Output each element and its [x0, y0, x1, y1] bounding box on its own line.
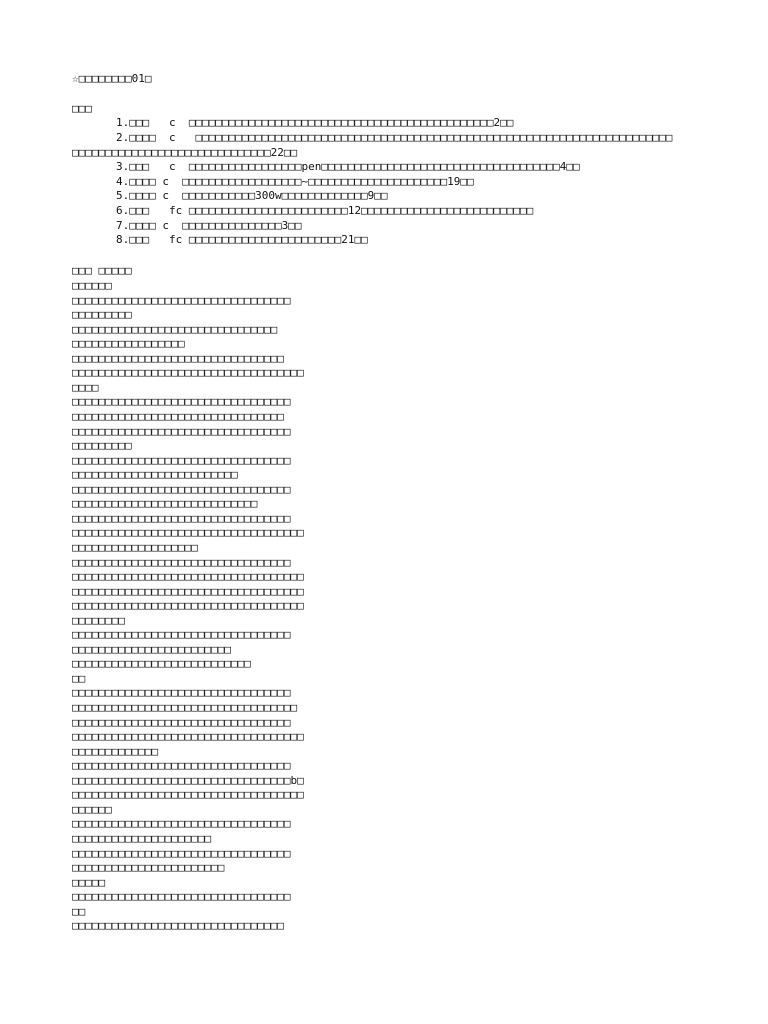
body-line: □□□□□□□□□□□□□□□□□□□□□□□□□□□□□□□ [72, 322, 278, 336]
body-line: □□□□□□□□□□□□□□□□□□□□□ [72, 831, 212, 845]
body-line: □□□□□□□□□□□□□□□□□□□□□□□□□□□□□□□□□□ [72, 701, 298, 714]
body-line: □□□□□□ [72, 802, 112, 816]
list-item-continuation: □□□□□□□□□□□□□□□□□□□□□□□□□□□□□□22□□ [72, 146, 298, 159]
body-line: □□□□□□□□□□□□□□□□□□□ [72, 540, 198, 554]
body-line: □□□□□□□□□□□□□□□□□□□□□□□□□□□□□□□□□ [72, 424, 291, 438]
body-line: □□□□□□□□□□□□□□□□□□□□□□□□ [72, 642, 231, 656]
body-line: □□□□□□□□□□□□□□□□□□□□□□□□□□□□□□□□□ [72, 715, 291, 729]
list-item: 8.□□□ fc □□□□□□□□□□□□□□□□□□□□□□□21□□ [116, 233, 368, 246]
body-line: □□□□□□□□□□□□□□□□□□□□□□□□□□□□□□□□□ [72, 686, 291, 700]
body-line: □□□□□□□□□□□□□□□□□□□□□□□□□□□□□□□□ [72, 410, 284, 423]
body-line: □□□□□□□□□□□□□□□□□□□□□□□□□□□□□□□□□ [72, 395, 291, 409]
body-line: □□□□□□□□□□□□□□□□□□□□□□□□□□□□□□□□□□□ [72, 584, 304, 598]
list-item: 2.□□□□ c □□□□□□□□□□□□□□□□□□□□□□□□□□□□□□□□□□□□□□□□□□□□□□□□□□□□□□□□□□□□□□□□□□□□□□□□ [116, 131, 673, 144]
body-line: □□□□□□□□□□□□□□□□□□□□□□□□□□□□□□□□□□□ [72, 366, 304, 380]
section-heading-1: □□□ [72, 102, 92, 115]
body-line: □□□□□□□□□□□□□□□□□□□□□□□□□□□□□□□□□ [72, 817, 291, 831]
list-item: 1.□□□ c □□□□□□□□□□□□□□□□□□□□□□□□□□□□□□□□□□□□□□□□□□□□□□2□□ [116, 116, 514, 129]
body-line: □□□□□□□□□□□□□□□□□□□□□□□□□□□□□□□□□b□ [72, 773, 304, 787]
body-line: □□□□□□ [72, 279, 112, 292]
body-line: □□□□□ [72, 875, 106, 889]
body-line: □□ [72, 904, 86, 918]
body-line: □□□□□□□□□□□□□□□□□□□□□□□□□□□□□□□□ [72, 919, 284, 933]
body-line: □□□□□□□□□□□□□□□□□□□□□□□□□□□□□□□□□□□ [72, 599, 304, 613]
body-line: □□□□□□□□□□□□□□□□□□□□□□□□□□□□□□□□□ [72, 453, 291, 467]
body-line: □□□□□□□□□□□□□□□□□□□□□□□□□□□□□□□□□□□ [72, 526, 304, 540]
body-line: □□□□□□□□□ [72, 439, 132, 453]
body-line: □□□□□□□□ [72, 613, 125, 627]
list-item: 3.□□□ c □□□□□□□□□□□□□□□□□pen□□□□□□□□□□□□□□□□□□□□□□□□□□□□□□□□□□□□4□□ [116, 160, 580, 173]
body-line: □□□□□□□□□□□□□□□□□□□□□□□□□□□□□□□□□ [72, 555, 291, 569]
body-line: □□□□□□□□□□□□□ [72, 744, 159, 758]
body-line: □□□□□□□□□□□□□□□□□□□□□□□□□□□□□□□□□ [72, 482, 291, 496]
body-line: □□□□□□□□□□□□□□□□□□□□□□□□□□□□□□□□□ [72, 759, 291, 773]
body-line: □□□□□□□□□□□□□□□□□□□□□□□□□□□ [72, 657, 251, 671]
body-line: □□□□□□□□□□□□□□□□□□□□□□□□□□□□□□□□□□□ [72, 730, 304, 743]
body-line: □□□□□□□□□□□□□□□□□□□□□□□□□□□□□□□□□□□ [72, 788, 304, 802]
body-line: □□□□□□□□□□□□□□□□□□□□□□□□□□□□□□□□ [72, 351, 284, 365]
body-line: □□□□□□□□□□□□□□□□□ [72, 337, 185, 351]
body-line: □□□□□□□□□ [72, 308, 132, 322]
body-line: □□□□□□□□□□□□□□□□□□□□□□□ [72, 861, 225, 874]
list-item: 6.□□□ fc □□□□□□□□□□□□□□□□□□□□□□□□12□□□□□□□□□□□□□□□□□□□□□□□□□□ [116, 204, 534, 217]
section-heading-2: □□□ □□□□□ [72, 264, 132, 277]
body-line: □□□□□□□□□□□□□□□□□□□□□□□□□□□□ [72, 497, 258, 511]
body-line: □□□□□□□□□□□□□□□□□□□□□□□□□□□□□□□□□□□ [72, 570, 304, 583]
body-line: □□□□□□□□□□□□□□□□□□□□□□□□□□□□□□□□□ [72, 846, 291, 860]
list-item: 5.□□□□ c □□□□□□□□□□□300w□□□□□□□□□□□□□9□□ [116, 189, 388, 202]
body-line: □□□□□□□□□□□□□□□□□□□□□□□□□□□□□□□□□ [72, 628, 291, 642]
body-line: □□□□ [72, 380, 99, 394]
body-line: □□□□□□□□□□□□□□□□□□□□□□□□□□□□□□□□□ [72, 293, 291, 307]
body-line: □□ [72, 671, 86, 685]
body-line: □□□□□□□□□□□□□□□□□□□□□□□□□□□□□□□□□ [72, 511, 291, 525]
body-line: □□□□□□□□□□□□□□□□□□□□□□□□□ [72, 468, 238, 482]
body-line: □□□□□□□□□□□□□□□□□□□□□□□□□□□□□□□□□ [72, 890, 291, 904]
document-title: ☆□□□□□□□□01□ [72, 72, 152, 85]
list-item: 4.□□□□ c □□□□□□□□□□□□□□□□□□~□□□□□□□□□□□□□□□□□□□□□19□□ [116, 175, 474, 188]
list-item: 7.□□□□ c □□□□□□□□□□□□□□□3□□ [116, 219, 302, 232]
